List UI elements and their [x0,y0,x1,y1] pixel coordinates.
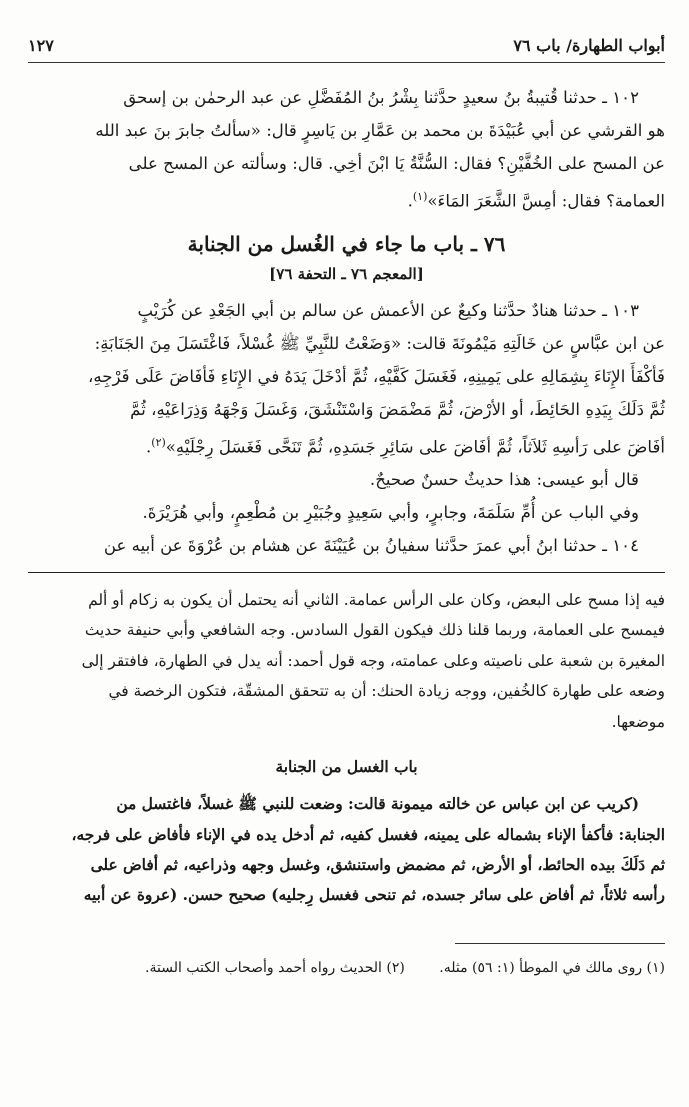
commentary-line: وضعه على طهارة كالخُفين، ووجه زيادة الحنك: أن به تتحقق المشقّة، فتكون الرخصة في [108,682,665,701]
hadith-line: ١٠٢ ـ حدثنا قُتيبةُ بنُ سعيدٍ حدَّثنا بِشْرُ بنُ المُفَضَّلِ عن عبد الرحمٰن بن إسحق [123,88,639,107]
hadith-103 [28,294,665,530]
in-chapter-note: وفي الباب عن أُمِّ سَلَمَةَ، وجابرٍ، وأبي سَعِيدٍ وجُبَيْرِ بن مُطْعِمٍ، وأبي هُرَيْرَةَ. [142,503,639,523]
hadith-line: ١٠٣ ـ حدثنا هنادٌ حدَّثنا وكيعٌ عن الأعمش عن سالم بن أبي الجَعْدِ عن كُرَيْبٍ [137,300,639,320]
commentary-line: رأسه ثلاثاً، ثم أفاض على سائر جسده، ثم تنحى فغسل رِجليه) صحيح حسن. (عروة عن أبيه [83,886,665,905]
commentary-line: (كريب عن ابن عباس عن خالته ميمونة قالت: وضعت للنبي ﷺ غسلاً، فاغتسل من [116,795,639,814]
hadith-104: ١٠٤ ـ حدثنا ابنُ أبي عمرَ حدَّثنا سفيانُ بن عُيَيْنَةَ عن هشام بن عُرْوَةَ عن أبيه عن [103,536,639,556]
commentary-line: الجنابة: فأكفأ الإناء بشماله على يمينه، فغسل كفيه، ثم أدخل يده في الإناء فأفاض على فرجه، [71,825,665,844]
footnote-ref-1: (١) [412,190,428,203]
header-rule [28,62,665,63]
hadith-line: ثُمَّ دَلَكَ بِيَدِهِ الحَائِطَ، أو الأرْضَ، ثُمَّ مَضْمَضَ وَاسْتَنْشَقَ، وَغَسَلَ وَجْهَهُ وَذِرَاعَيْهِ، ثُمَّ [130,399,665,419]
chapter-title: ٧٦ ـ باب ما جاء في الغُسل من الجنابة [187,231,506,256]
hadith-line: عن المسح على الخُفَّيْنِ؟ فقال: السُّنَّةُ يَا ابْنَ أخِي. قال: وسألته عن المسح على [128,154,665,173]
footnote-2: (٢) الحديث رواه أحمد وأصحاب الكتب الستة. [145,959,405,976]
commentary-section-title: باب الغسل من الجنابة [275,758,418,777]
hadith-102 [28,81,665,218]
hadith-line: هو القرشي عن أبي عُبَيْدَةَ بن محمد بن عَمَّارِ بن يَاسِرٍ قال: «سألتُ جابرَ بنَ عبد الله [95,121,665,140]
commentary-line: فيه إذا مسح على البعض، وكان على الرأس عمامة. الثاني أنه يحتمل أن يكون به زكام أو ألم [88,591,665,610]
commentary-line: ثم دَلَكَ بيده الحائط، أو الأرض، ثم مضمض واستنشق، وغسل وجهه وذراعيه، ثم أفاض على [90,855,665,874]
abu-isa-grading: قال أبو عيسى: هذا حديثٌ حسنٌ صحيحٌ. [369,470,639,490]
hadith-line: أفَاضَ على رَأسِهِ ثَلاَثاً، ثُمَّ أفَاضَ على سَائِرِ جَسَدِهِ، ثُمَّ تَنَحَّى فَغَسَلَ رِجْلَيْهِ»$^{(٢)}$. [145,435,665,457]
commentary-line: المغيرة بن شعبة على ناصيته وعلى عمامته، وجه قول أحمد: أنه يدل في الطهارة، فافتقر إلى [81,651,665,670]
commentary-line: فيمسح على العمامة، وربما قلنا ذلك فيكون القول السادس. وجه الشافعي وأبي حنيفة حديث [84,621,665,640]
chapter-subtitle: [المعجم ٧٦ ـ التحفة ٧٦] [269,264,424,283]
commentary [28,585,665,911]
footnote-separator [455,943,665,944]
commentary-line: موضعها. [611,712,665,731]
footnotes [28,956,665,980]
running-title: أبواب الطهارة/ باب ٧٦ [513,36,665,55]
commentary-separator [28,572,665,573]
page-number: ١٢٧ [28,36,54,55]
hadith-line: فَأكْفَأَ الإِنَاءَ بِشِمَالِهِ على يَمِينِهِ، فَغَسَلَ كَفَّيْهِ، ثُمَّ أدْخَلَ يَدَهُ في الإِنَاءِ فَأفَاضَ عَلَى فَرْجِهِ، [87,366,665,386]
hadith-text: العمامة؟ فقال: أمِسَّ الشَّعَرَ المَاءَ» [427,191,665,211]
footnote-1: (١) روى مالك في الموطأ (١: ٥٦) مثله. [439,959,665,976]
footnote-ref-2: (٢) [151,435,166,449]
page-header [28,36,665,58]
hadith-line: العمامة؟ فقال: أمِسَّ الشَّعَرَ المَاءَ»$^{(١)}$. [407,190,665,211]
hadith-text: أفَاضَ على رَأسِهِ ثَلاَثاً، ثُمَّ أفَاضَ على سَائِرِ جَسَدِهِ، ثُمَّ تَنَحَّى فَغَسَلَ رِجْلَيْهِ» [165,437,665,457]
hadith-line: عن ابن عبَّاسٍ عن خَالَتِهِ مَيْمُونَةَ قالت: «وَضَعْتُ للنَّبِيِّ ﷺ غُسْلاً، فَاغْتَسَلَ مِنَ الجَنَابَةِ: [94,333,665,353]
